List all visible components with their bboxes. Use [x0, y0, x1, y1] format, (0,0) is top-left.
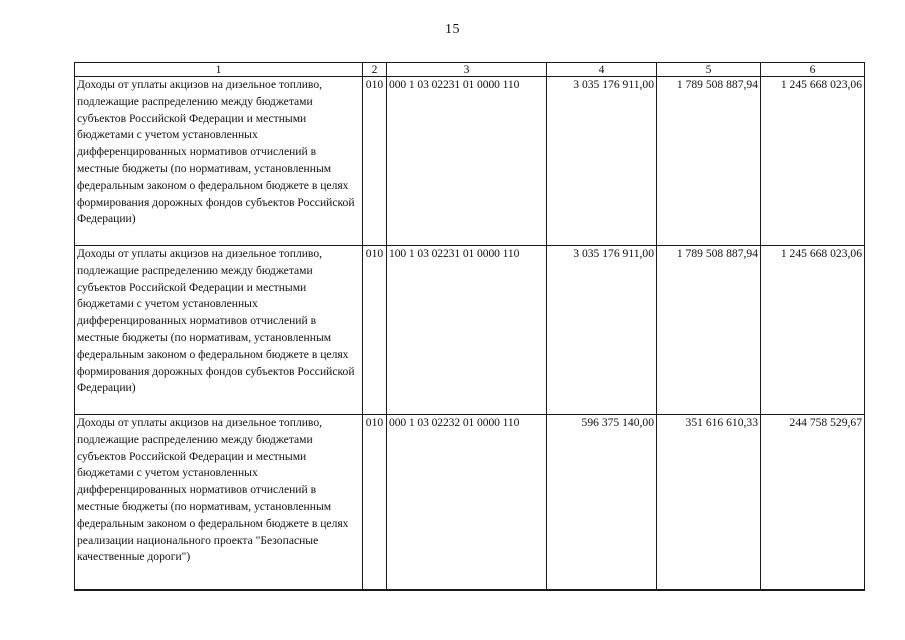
- column-header-4: 4: [547, 63, 657, 77]
- column-header-5: 5: [657, 63, 761, 77]
- table-header-row: [75, 63, 865, 77]
- amount-cell-col4: 3 035 176 911,00: [547, 77, 657, 246]
- revenue-name-cell: Доходы от уплаты акцизов на дизельное топливо, подлежащие распределению между бюджетами субъектов Российской Федерации и местными бюджетами с учетом установленных дифференцированных нормативов отчислений в местные бюджеты (по нормативам, установленным федеральным законом о федеральном бюджете в целях формирования дорожных фондов субъектов Российской Федерации): [75, 246, 363, 415]
- column-header-3: 3: [387, 63, 547, 77]
- column-header-6: 6: [761, 63, 865, 77]
- amount-cell-col6: 244 758 529,67: [761, 415, 865, 591]
- amount-cell-col6: 1 245 668 023,06: [761, 77, 865, 246]
- amount-cell-col4: 596 375 140,00: [547, 415, 657, 591]
- column-header-2: 2: [363, 63, 387, 77]
- page-number: 15: [445, 22, 460, 37]
- amount-cell-col5: 351 616 610,33: [657, 415, 761, 591]
- revenue-name-cell: Доходы от уплаты акцизов на дизельное топливо, подлежащие распределению между бюджетами субъектов Российской Федерации и местными бюджетами с учетом установленных дифференцированных нормативов отчислений в местные бюджеты (по нормативам, установленным федеральным законом о федеральном бюджете в целях формирования дорожных фондов субъектов Российской Федерации): [75, 77, 363, 246]
- table-row: [75, 415, 865, 591]
- budget-revenue-table: [74, 62, 865, 591]
- admin-code-cell: 010: [363, 77, 387, 246]
- admin-code-cell: 010: [363, 246, 387, 415]
- amount-cell-col5: 1 789 508 887,94: [657, 77, 761, 246]
- budget-classification-code-cell: 100 1 03 02231 01 0000 110: [387, 246, 547, 415]
- revenue-name-cell: Доходы от уплаты акцизов на дизельное топливо, подлежащие распределению между бюджетами субъектов Российской Федерации и местными бюджетами с учетом установленных дифференцированных нормативов отчислений в местные бюджеты (по нормативам, установленным федеральным законом о федеральном бюджете в целях реализации национального проекта "Безопасные качественные дороги"): [75, 415, 363, 591]
- amount-cell-col5: 1 789 508 887,94: [657, 246, 761, 415]
- table-row: [75, 246, 865, 415]
- budget-classification-code-cell: 000 1 03 02231 01 0000 110: [387, 77, 547, 246]
- admin-code-cell: 010: [363, 415, 387, 591]
- table-row: [75, 77, 865, 246]
- budget-classification-code-cell: 000 1 03 02232 01 0000 110: [387, 415, 547, 591]
- amount-cell-col6: 1 245 668 023,06: [761, 246, 865, 415]
- column-header-1: 1: [75, 63, 363, 77]
- amount-cell-col4: 3 035 176 911,00: [547, 246, 657, 415]
